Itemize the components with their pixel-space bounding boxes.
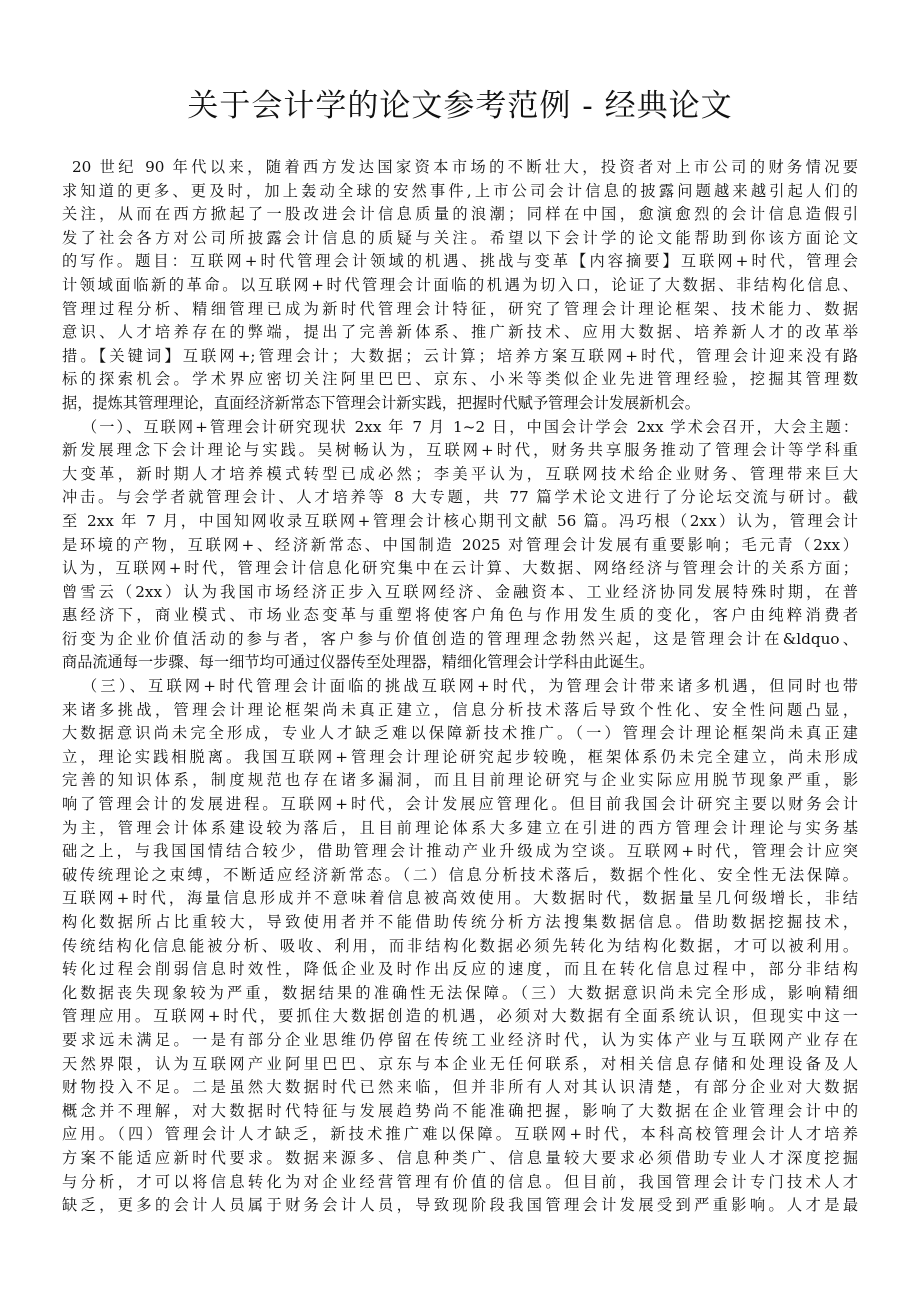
document-body	[62, 156, 858, 1218]
text-line: 管理应用。互联网+时代，要抓住大数据创造的机遇，必须对大数据有全面系统认识，但现实中这一	[62, 1007, 858, 1026]
text-line: 商品流通每一步骤、每一细节均可通过仪器传至处理器，精细化管理会计学科由此诞生。	[62, 653, 655, 672]
text-line: 立，理论实践相脱离。我国互联网+管理会计理论研究起步较晚，框架体系仍未完全建立，尚未形成	[62, 747, 858, 766]
text-line: 概念并不理解，对大数据时代特征与发展趋势尚不能准确把握，影响了大数据在企业管理会计中的	[62, 1101, 858, 1120]
text-line: 传统结构化信息能被分析、吸收、利用，而非结构化数据必须先转化为结构化数据，才可以被利用。	[62, 936, 858, 955]
text-line: 求知道的更多、更及时，加上轰动全球的安然事件,上市公司会计信息的披露问题越来越引起人们的	[62, 181, 858, 200]
text-line: 大数据意识尚未完全形成，专业人才缺乏难以保障新技术推广。（一）管理会计理论框架尚未真正建	[62, 724, 858, 743]
text-line: 转化过程会削弱信息时效性，降低企业及时作出反应的速度，而且在转化信息过程中，部分非结构	[62, 960, 858, 979]
document-title: 关于会计学的论文参考范例 - 经典论文	[187, 88, 733, 124]
text-line: 完善的知识体系，制度规范也存在诸多漏洞，而且目前理论研究与企业实际应用脱节现象严重，影	[62, 771, 858, 790]
text-line: 大变革，新时期人才培养模式转型已成必然；李美平认为，互联网技术给企业财务、管理带来巨大	[62, 464, 858, 483]
text-line: 为主，管理会计体系建设较为落后，且目前理论体系大多建立在引进的西方管理会计理论与实务基	[62, 818, 858, 837]
text-line: 措。【关键词】互联网+;管理会计；大数据；云计算；培养方案互联网+时代，管理会计迎来没有路	[62, 346, 858, 365]
text-line: 据，提炼其管理理论，直面经济新常态下管理会计新实践，把握时代赋予管理会计发展新机会。	[62, 393, 700, 412]
text-line: 计领域面临新的革命。以互联网+时代管理会计面临的机遇为切入口，论证了大数据、非结构化信息、	[62, 275, 858, 294]
text-line: 意识、人才培养存在的弊端，提出了完善新体系、推广新技术、应用大数据、培养新人才的改革举	[62, 323, 858, 342]
text-line: 互联网+时代，海量信息形成并不意味着信息被高效使用。大数据时代，数据量呈几何级增长，非结	[62, 889, 858, 908]
text-line: 关注，从而在西方掀起了一股改进会计信息质量的浪潮；同样在中国，愈演愈烈的会计信息造假引	[62, 205, 858, 224]
text-line: 惠经济下，商业模式、市场业态变革与重塑将使客户角色与作用发生质的变化，客户由纯粹消费者	[62, 606, 858, 625]
text-line: 缺乏，更多的会计人员属于财务会计人员，导致现阶段我国管理会计发展受到严重影响。人才是最	[62, 1196, 858, 1215]
text-line: （一）、互联网+管理会计研究现状 2xx 年 7 月 1~2 日，中国会计学会 2xx 学术会召开，大会主题：	[82, 417, 858, 436]
text-line: 化数据丧失现象较为严重，数据结果的准确性无法保障。（三）大数据意识尚未完全形成，影响精细	[62, 983, 858, 1002]
text-line: 应用。（四）管理会计人才缺乏，新技术推广难以保障。互联网+时代，本科高校管理会计人才培养	[62, 1125, 858, 1144]
text-line: 至 2xx 年 7 月，中国知网收录互联网+管理会计核心期刊文献 56 篇。冯巧根（2xx）认为，管理会计	[62, 511, 858, 530]
text-line: 天然界限，认为互联网产业阿里巴巴、京东与本企业无任何联系，对相关信息存储和处理设备及人	[62, 1054, 858, 1073]
text-line: 破传统理论之束缚，不断适应经济新常态。（二）信息分析技术落后，数据个性化、安全性无法保障。	[62, 865, 858, 884]
text-line: 财物投入不足。二是虽然大数据时代已然来临，但并非所有人对其认识清楚，有部分企业对大数据	[62, 1078, 858, 1097]
text-line: 来诸多挑战，管理会计理论框架尚未真正建立，信息分析技术落后导致个性化、安全性问题凸显，	[62, 700, 858, 719]
text-line: （三）、互联网+时代管理会计面临的挑战互联网+时代，为管理会计带来诸多机遇，但同时也带	[82, 677, 858, 696]
text-line: 衍变为企业价值活动的参与者，客户参与价值创造的管理理念勃然兴起，这是管理会计在&ldquo、	[62, 629, 858, 648]
text-line: 构化数据所占比重较大，导致使用者并不能借助传统分析方法搜集数据信息。借助数据挖掘技术，	[62, 913, 858, 931]
text-line: 标的探索机会。学术界应密切关注阿里巴巴、京东、小米等类似企业先进管理经验，挖掘其管理数	[62, 370, 858, 389]
text-line: 方案不能适应新时代要求。数据来源多、信息种类广、信息量较大要求必须借助专业人才深度挖掘	[62, 1148, 858, 1167]
text-line: 管理过程分析、精细管理已成为新时代管理会计特征，研究了管理会计理论框架、技术能力、数据	[62, 299, 858, 318]
text-line: 曾雪云（2xx）认为我国市场经济正步入互联网经济、金融资本、工业经济协同发展特殊时期，在普	[62, 582, 858, 601]
text-line: 新发展理念下会计理论与实践。吴树畅认为，互联网+时代，财务共享服务推动了管理会计等学科重	[62, 441, 858, 460]
text-line: 的写作。题目：互联网+时代管理会计领域的机遇、挑战与变革【内容摘要】互联网+时代，管理会	[62, 252, 858, 271]
text-line: 是环境的产物，互联网+、经济新常态、中国制造 2025 对管理会计发展有重要影响；毛元青（2xx）	[62, 535, 858, 554]
text-line: 响了管理会计的发展进程。互联网+时代，会计发展应管理化。但目前我国会计研究主要以财务会计	[62, 795, 858, 814]
text-line: 要求远未满足。一是有部分企业思维仍停留在传统工业经济时代，认为实体产业与互联网产业存在	[62, 1030, 858, 1049]
text-line: 冲击。与会学者就管理会计、人才培养等 8 大专题，共 77 篇学术论文进行了分论坛交流与研讨。截	[62, 488, 858, 507]
text-line: 20 世纪 90 年代以来，随着西方发达国家资本市场的不断壮大，投资者对上市公司的财务情况要	[72, 158, 858, 176]
text-line: 与分析，才可以将信息转化为对企业经营管理有价值的信息。但目前，我国管理会计专门技术人才	[62, 1172, 858, 1191]
text-line: 础之上，与我国国情结合较少，借助管理会计推动产业升级成为空谈。互联网+时代，管理会计应突	[62, 842, 858, 861]
text-line: 发了社会各方对公司所披露会计信息的质疑与关注。希望以下会计学的论文能帮助到你该方面论文	[62, 228, 858, 247]
text-line: 认为，互联网+时代，管理会计信息化研究集中在云计算、大数据、网络经济与管理会计的关系方面；	[62, 559, 858, 578]
